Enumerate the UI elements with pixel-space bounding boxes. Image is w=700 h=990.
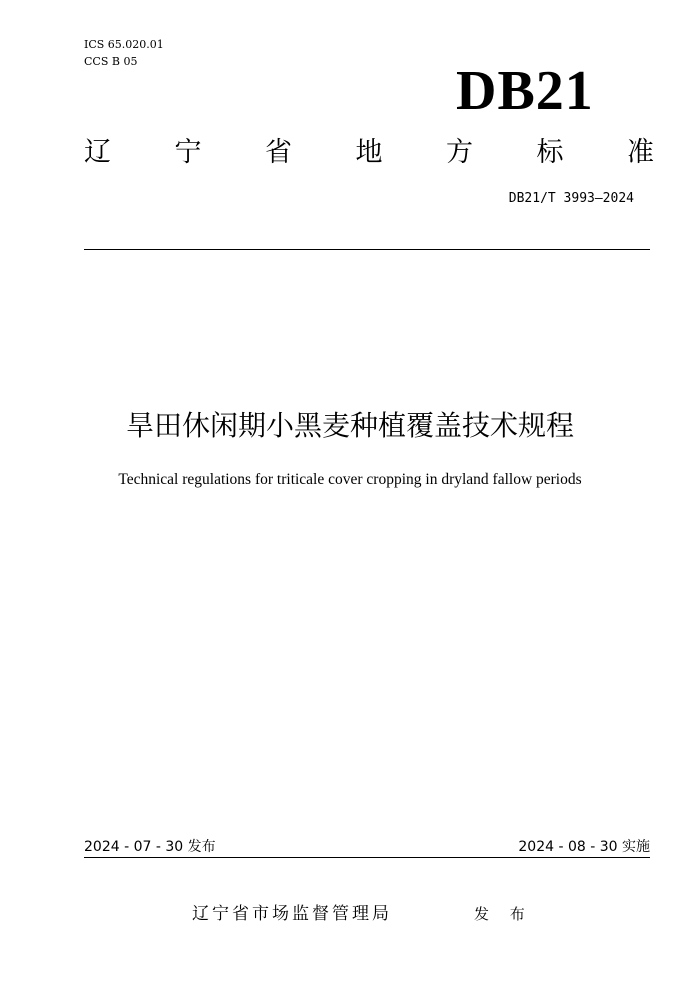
standard-type-char: 地 (355, 137, 383, 168)
ics-code: ICS 65.020.01 (84, 38, 164, 51)
standard-type-heading (84, 136, 654, 170)
standard-type-char: 辽 (84, 137, 111, 168)
document-title-chinese: 旱田休闲期小黑麦种植覆盖技术规程 (125, 409, 574, 442)
standard-type-char: 省 (265, 137, 292, 168)
issuing-authority: 辽宁省市场监督管理局 (192, 904, 392, 924)
document-title-english: Technical regulations for triticale cover cropping in dryland fallow periods (118, 471, 582, 488)
header-divider (84, 249, 650, 250)
implementation-date: 2024 - 08 - 30 实施 (518, 839, 650, 855)
standard-type-char: 宁 (174, 137, 202, 168)
ccs-code: CCS B 05 (84, 55, 138, 68)
standard-type-char: 标 (536, 137, 564, 168)
publish-label: 发 布 (474, 905, 533, 923)
standard-type-char: 准 (627, 137, 654, 168)
release-date: 2024 - 07 - 30 发布 (84, 839, 216, 855)
classification-codes (84, 36, 164, 70)
standard-type-char: 方 (446, 137, 473, 168)
footer-divider (84, 857, 650, 858)
standard-brand-mark: DB21 (456, 60, 594, 122)
standard-number: DB21/T 3993—2024 (508, 191, 634, 206)
